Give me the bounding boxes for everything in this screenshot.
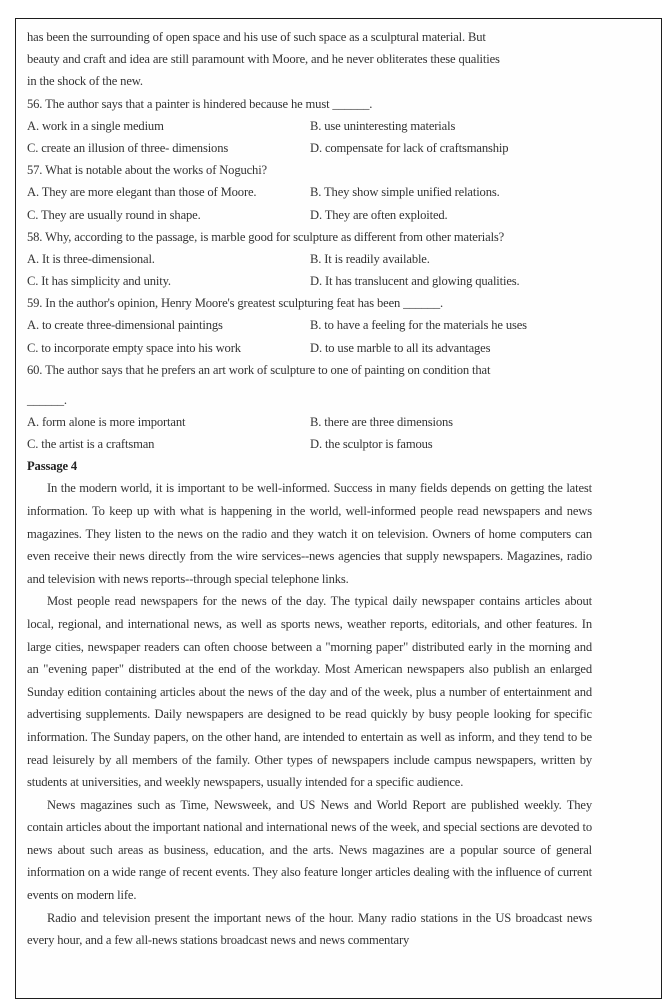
- intro-line: has been the surrounding of open space and his use of such space as a sculptural material. But: [27, 30, 486, 44]
- options-row: [27, 137, 592, 159]
- options-row: [27, 248, 592, 270]
- option-a: A. They are more elegant than those of Moore.: [27, 185, 257, 200]
- question-stem: 56. The author says that a painter is hindered because he must ______.: [27, 96, 373, 111]
- option-c: C. It has simplicity and unity.: [27, 274, 171, 289]
- option-c: C. to incorporate empty space into his work: [27, 340, 241, 355]
- options-row: [27, 411, 592, 433]
- passage-title: Passage 4: [27, 459, 78, 474]
- option-d: D. It has translucent and glowing qualities.: [310, 274, 520, 289]
- question-stem: 60. The author says that he prefers an art work of sculpture to one of painting on condition that: [27, 362, 491, 377]
- passage-paragraph: Radio and television present the important news of the hour. Many radio stations in the US broadcast news every hour, and a few all-news stations broadcast news and news commentary: [27, 910, 592, 948]
- option-b: B. to have a feeling for the materials he uses: [310, 318, 527, 333]
- question-57: [27, 159, 592, 226]
- option-b: B. use uninteresting materials: [310, 118, 456, 133]
- options-row: [27, 270, 592, 292]
- passage-4: [27, 455, 592, 951]
- option-d: D. They are often exploited.: [310, 207, 448, 222]
- question-58: [27, 226, 592, 293]
- question-stem: 58. Why, according to the passage, is marble good for sculpture as different from other materials?: [27, 229, 505, 244]
- answer-blank: ______.: [27, 393, 67, 407]
- question-stem: 57. What is notable about the works of Noguchi?: [27, 163, 267, 178]
- option-d: D. the sculptor is famous: [310, 437, 433, 452]
- intro-line: beauty and craft and idea are still paramount with Moore, and he never obliterates these qualities: [27, 52, 500, 67]
- option-a: A. work in a single medium: [27, 118, 164, 133]
- option-b: B. It is readily available.: [310, 251, 430, 266]
- passage-paragraph: Most people read newspapers for the news of the day. The typical daily newspaper contains articles about local, regional, and international news, as well as sports news, weather reports, editorials, and other features. In large cities, newspaper readers can often choose between a "morning paper" distributed early in the morning and an "evening paper" distributed at the end of the workday. Most American newspapers also publish an enlarged Sunday edition containing articles about the news of the day and of the week, plus a number of entertainment and advertising supplements. Daily newspapers are designed to be read quickly by busy people looking for specific information. The Sunday papers, on the other hand, are intended to entertain as well as inform, and they tend to be read leisurely by all members of the family. Other types of newspapers include campus newspapers, written by students at universities, and weekly newspapers, usually intended for a specific audience.: [27, 594, 592, 790]
- options-row: [27, 115, 592, 137]
- option-a: A. to create three-dimensional paintings: [27, 318, 223, 333]
- passage-paragraph: In the modern world, it is important to be well-informed. Success in many fields depends on getting the latest information. To keep up with what is happening in the world, well-informed people read newspapers and news magazines. They listen to the news on the radio and they watch it on television. Owners of home computers can even receive their news directly from the wire services--news agencies that supply newspapers. Magazines, radio and television with news reports--through special telephone links.: [27, 481, 592, 586]
- options-row: [27, 337, 592, 359]
- option-c: C. They are usually round in shape.: [27, 207, 201, 222]
- intro-line: in the shock of the new.: [27, 74, 143, 89]
- question-56: [27, 93, 592, 160]
- passage-paragraph: News magazines such as Time, Newsweek, and US News and World Report are published weekly. They contain articles about the important national and international news of the week, and special sections are devoted to news about such areas as business, education, and the arts. News magazines are a popular source of general information on a wide range of recent events. They also feature longer articles dealing with the influence of current events on modern life.: [27, 797, 592, 903]
- option-c: C. the artist is a craftsman: [27, 437, 155, 452]
- options-row: [27, 314, 592, 336]
- options-row: [27, 433, 592, 455]
- option-a: A. It is three-dimensional.: [27, 251, 155, 266]
- option-d: D. to use marble to all its advantages: [310, 340, 491, 355]
- options-row: [27, 204, 592, 226]
- option-b: B. They show simple unified relations.: [310, 185, 500, 200]
- question-59: [27, 292, 592, 359]
- intro-passage-continuation: [27, 26, 592, 93]
- option-b: B. there are three dimensions: [310, 415, 453, 429]
- question-stem: 59. In the author's opinion, Henry Moore's greatest sculpturing feat has been ______.: [27, 296, 444, 311]
- option-a: A. form alone is more important: [27, 415, 186, 429]
- option-c: C. create an illusion of three- dimensions: [27, 140, 229, 155]
- options-row: [27, 181, 592, 203]
- option-d: D. compensate for lack of craftsmanship: [310, 140, 509, 155]
- document-page: [27, 26, 592, 952]
- question-60: [27, 359, 592, 456]
